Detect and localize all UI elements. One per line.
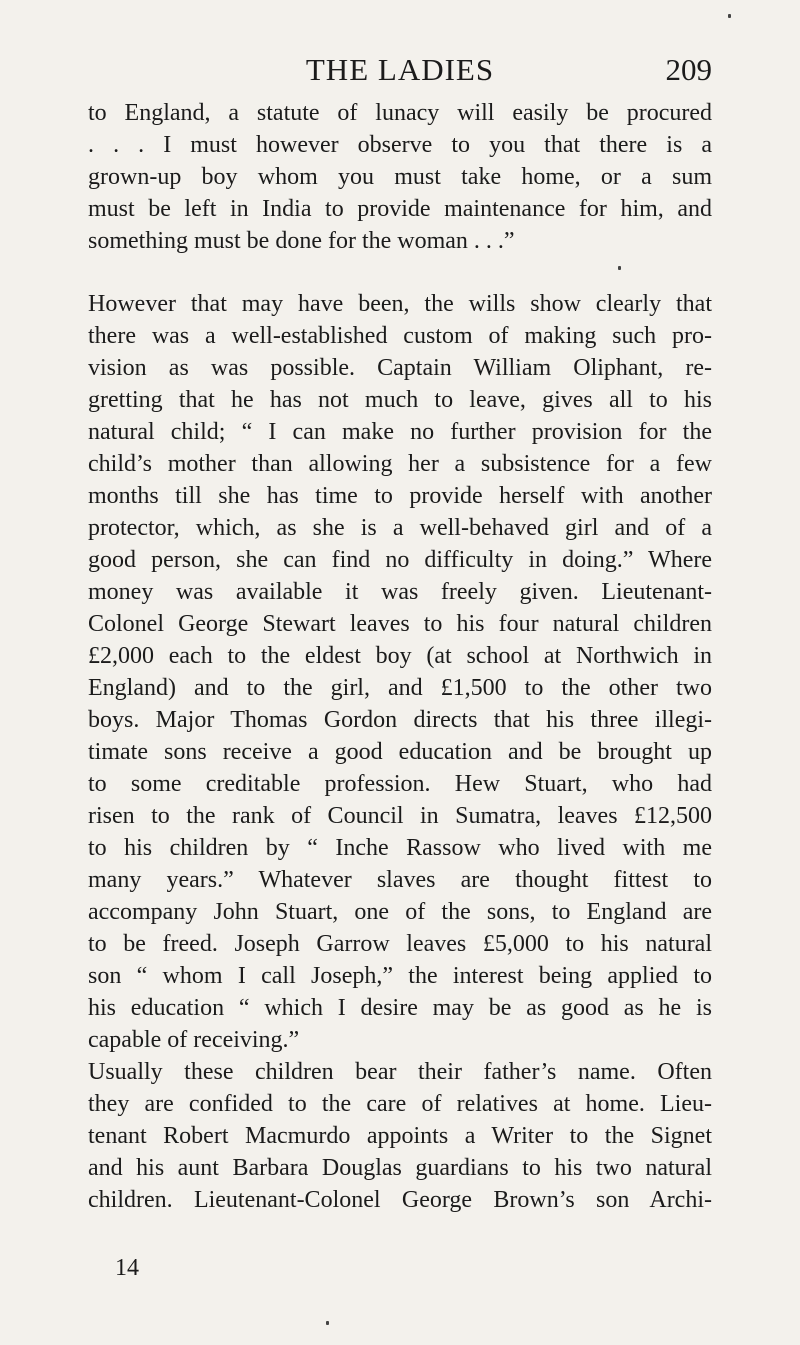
text-line: son “ whom I call Joseph,” the interest being applied to	[88, 963, 712, 989]
running-head: THE LADIES	[305, 52, 495, 87]
text-line: accompany John Stuart, one of the sons, to England are	[88, 899, 712, 925]
text-line: something must be done for the woman . . .”	[88, 228, 515, 254]
paper-speck	[326, 1321, 329, 1325]
paragraph-gap	[88, 257, 712, 288]
text-line: timate sons receive a good education and be brought up	[88, 739, 712, 765]
text-line: and his aunt Barbara Douglas guardians to his two natural	[88, 1155, 712, 1181]
text-line: risen to the rank of Council in Sumatra, leaves £12,500	[88, 803, 712, 829]
text-line: must be left in India to provide maintenance for him, and	[88, 196, 712, 222]
text-line: grown-up boy whom you must take home, or a sum	[88, 164, 712, 190]
text-line: Usually these children bear their father’s name. Often	[88, 1059, 712, 1085]
text-line: Colonel George Stewart leaves to his four natural children	[88, 611, 712, 637]
page-header	[88, 50, 712, 90]
text-line: they are confided to the care of relatives at home. Lieu-	[88, 1091, 712, 1117]
text-line: to England, a statute of lunacy will easily be procured	[88, 100, 712, 126]
text-line: his education “ which I desire may be as good as he is	[88, 995, 712, 1021]
body-text	[88, 97, 712, 1216]
paper-speck	[618, 266, 621, 270]
paragraph-2	[88, 1056, 712, 1216]
text-line: to some creditable profession. Hew Stuart, who had	[88, 771, 712, 797]
text-line: gretting that he has not much to leave, gives all to his	[88, 387, 712, 413]
text-line: boys. Major Thomas Gordon directs that his three illegi-	[88, 707, 712, 733]
text-line: there was a well-established custom of making such pro-	[88, 323, 712, 349]
text-line: money was available it was freely given. Lieutenant-	[88, 579, 712, 605]
text-line: natural child; “ I can make no further provision for the	[88, 419, 712, 445]
text-line: tenant Robert Macmurdo appoints a Writer to the Signet	[88, 1123, 712, 1149]
page-number: 209	[665, 52, 712, 87]
text-line: England) and to the girl, and £1,500 to the other two	[88, 675, 712, 701]
text-line: good person, she can find no difficulty in doing.” Where	[88, 547, 712, 573]
text-line: child’s mother than allowing her a subsistence for a few	[88, 451, 712, 477]
text-line: to his children by “ Inche Rassow who lived with me	[88, 835, 712, 861]
text-line: many years.” Whatever slaves are thought fittest to	[88, 867, 712, 893]
paper-speck	[728, 14, 731, 18]
signature-mark: 14	[115, 1255, 139, 1281]
paragraph-1	[88, 288, 712, 1056]
text-line: children. Lieutenant-Colonel George Brown’s son Archi-	[88, 1187, 712, 1213]
text-line: However that may have been, the wills show clearly that	[88, 291, 712, 317]
quote-block	[88, 97, 712, 257]
text-line: months till she has time to provide herself with another	[88, 483, 712, 509]
text-line: capable of receiving.”	[88, 1027, 300, 1053]
text-line: to be freed. Joseph Garrow leaves £5,000 to his natural	[88, 931, 712, 957]
text-line: £2,000 each to the eldest boy (at school at Northwich in	[88, 643, 712, 669]
text-line: . . . I must however observe to you that there is a	[88, 132, 712, 158]
text-line: vision as was possible. Captain William Oliphant, re-	[88, 355, 712, 381]
text-line: protector, which, as she is a well-behaved girl and of a	[88, 515, 712, 541]
